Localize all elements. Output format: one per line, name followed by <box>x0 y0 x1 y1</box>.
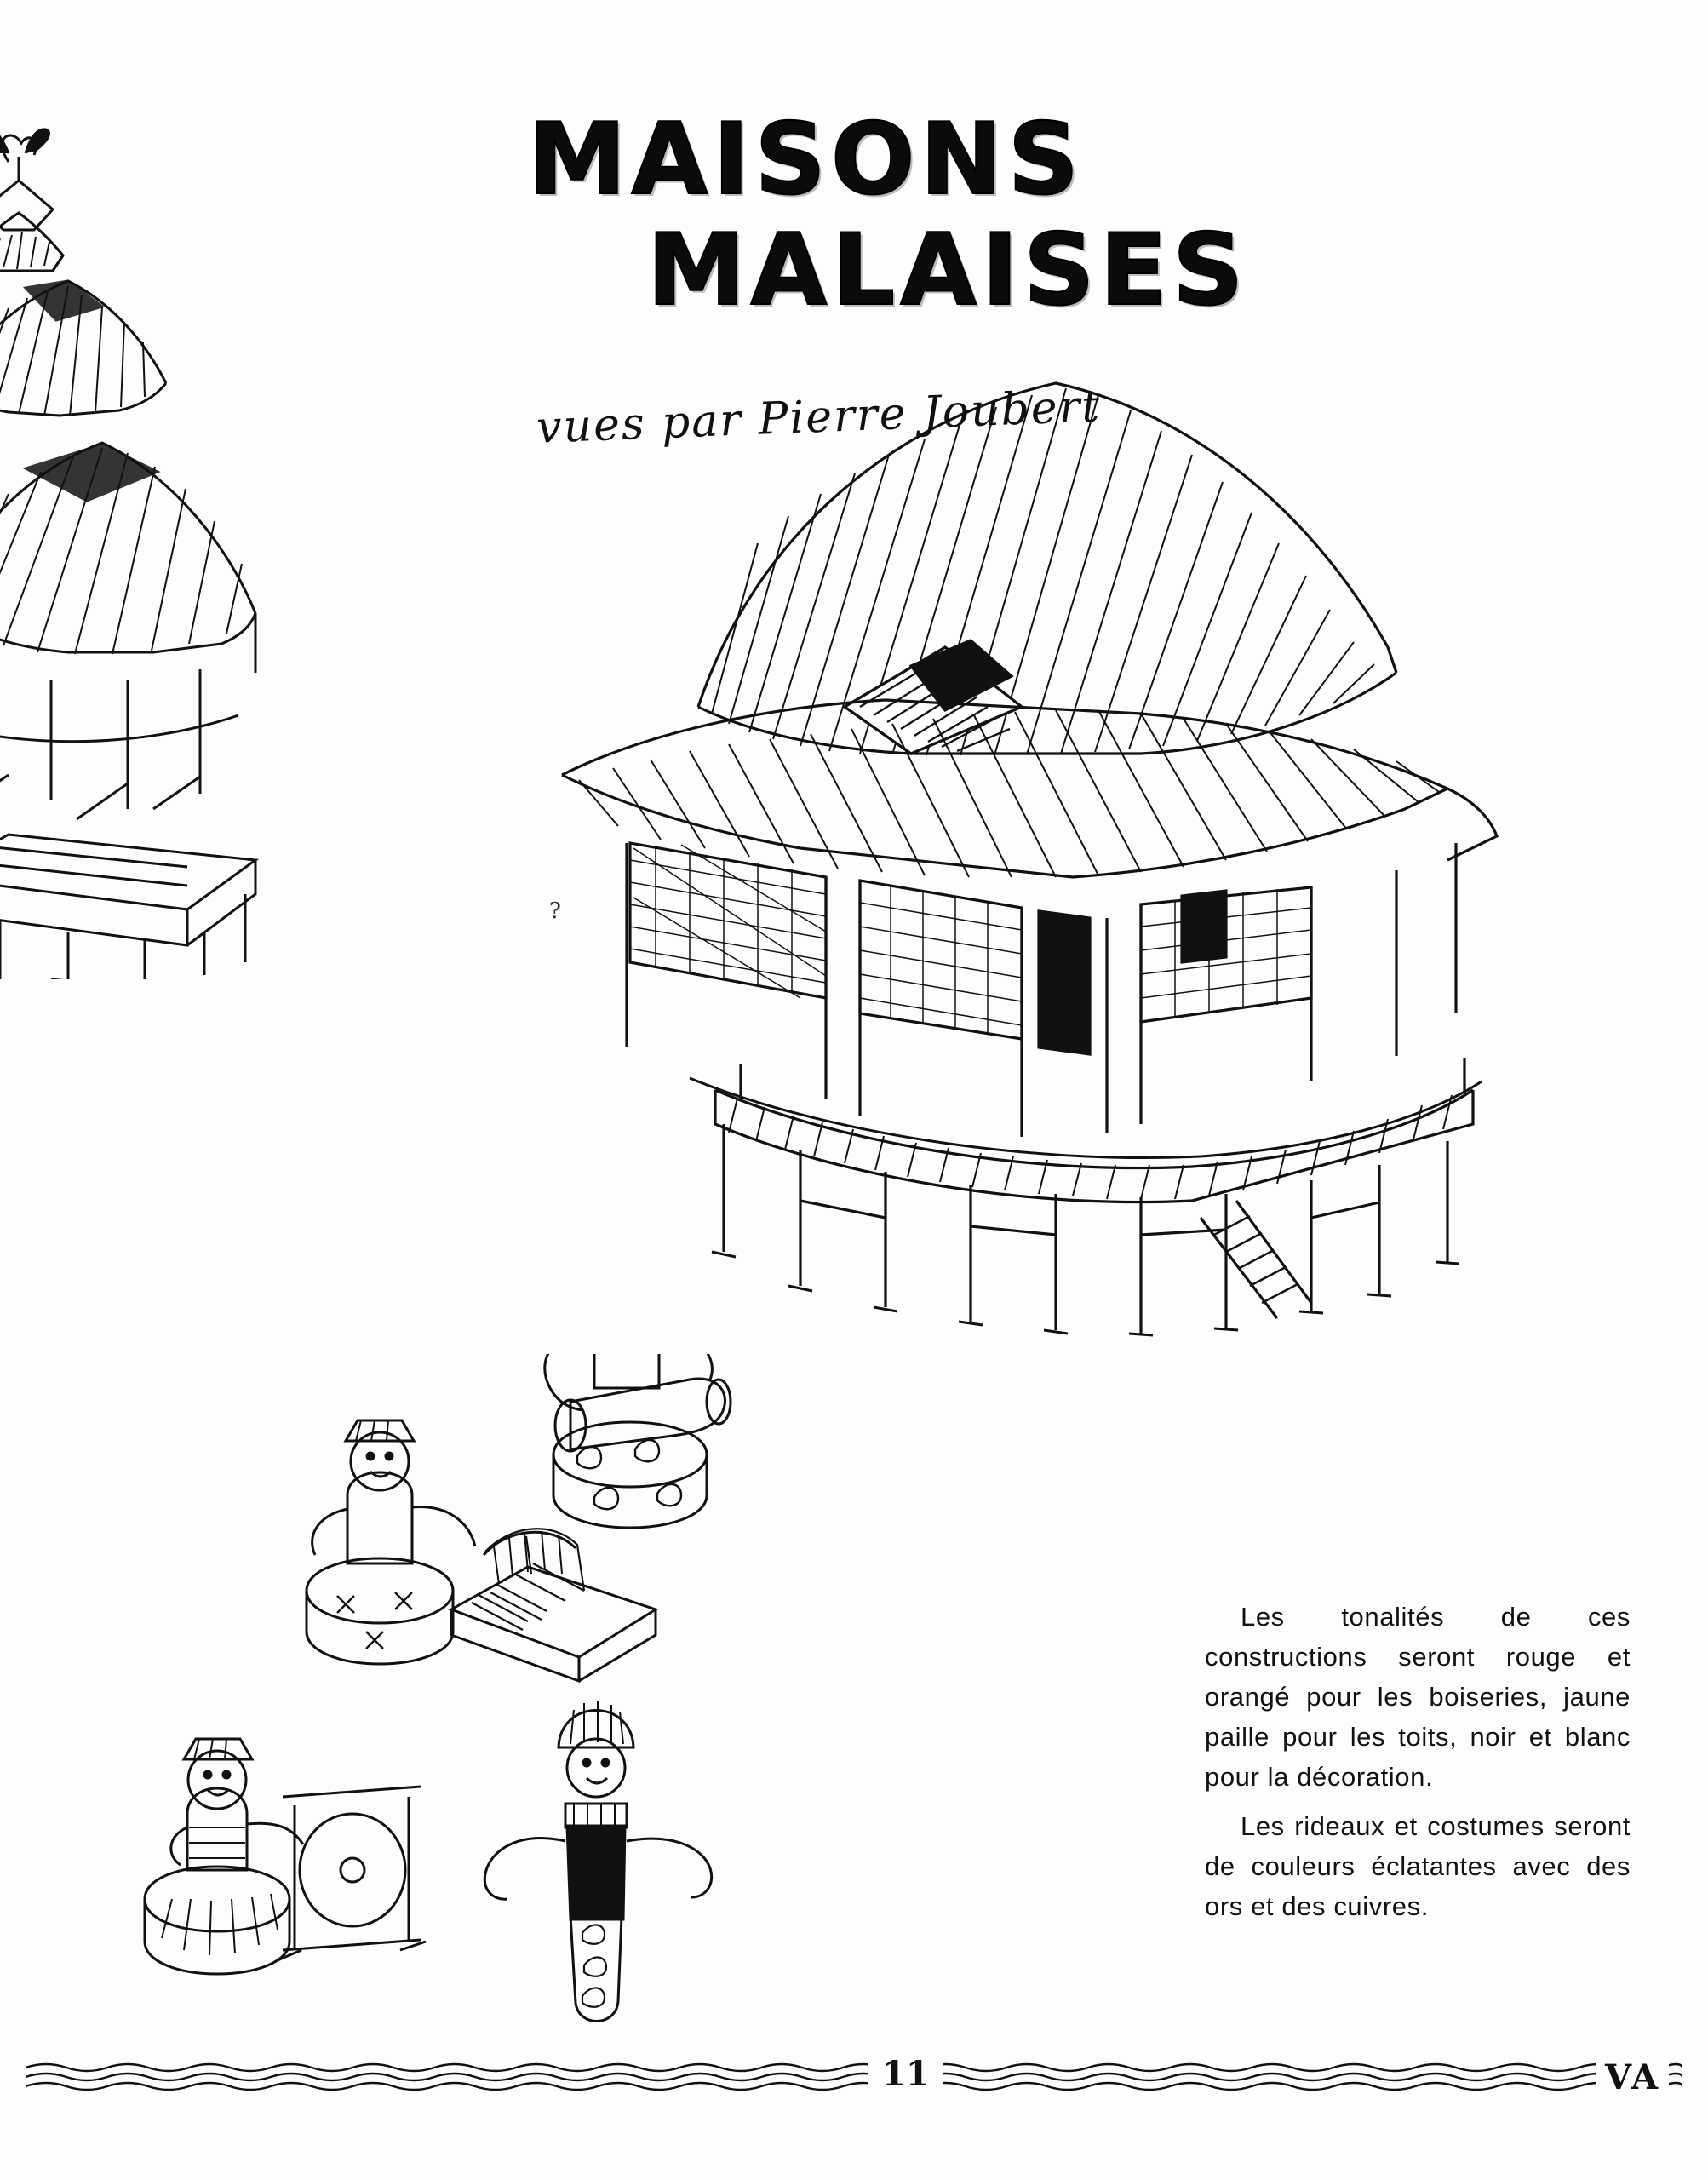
page-title <box>528 102 1533 328</box>
caption-paragraph-1: Les tonalités de ces constructions seront rouge et orangé pour les boiseries, jaune paille pour les toits, noir et blanc pour la décoration. <box>1205 1602 1631 1793</box>
illustration-musician-figurines <box>128 1354 1064 2052</box>
publisher-imprint: VA <box>1596 2057 1669 2097</box>
illustration-malay-stilt-house-main <box>545 366 1533 1354</box>
caption-paragraph-2: Les rideaux et costumes seront de couleurs éclatantes avec des ors et des cuivres. <box>1205 1810 1631 1921</box>
page-number: 11 <box>868 2054 943 2094</box>
subtitle-byline: vues par Pierre Joubert <box>536 381 1103 454</box>
artist-mark: ? <box>549 898 561 924</box>
footer-ornament-rule <box>26 2061 1682 2093</box>
illustration-minangkabau-house-left <box>0 128 341 979</box>
title-line-1: MAISONS <box>528 102 1085 217</box>
title-line-2: MALAISES <box>647 213 1249 328</box>
caption-block <box>1205 1597 1631 1935</box>
